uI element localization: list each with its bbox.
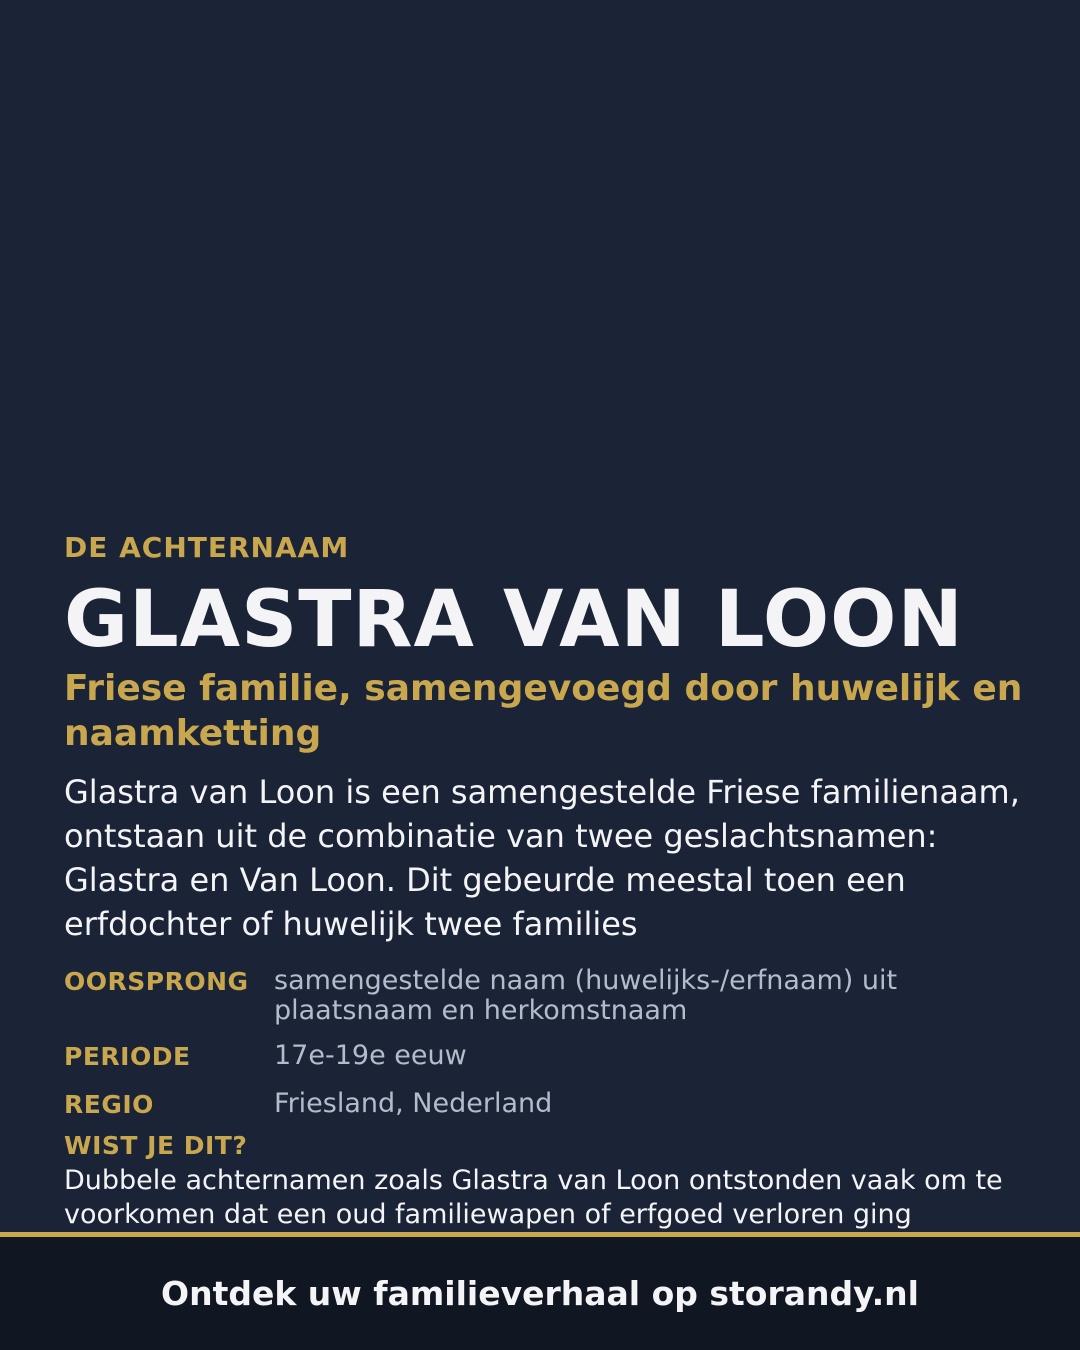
fact-label-origin: OORSPRONG [64,967,249,996]
footer-cta[interactable]: Ontdek uw familieverhaal op storandy.nl [161,1274,919,1313]
surname-subtitle: Friese familie, samengevoegd door huwelijk en naamketting [64,668,1023,754]
fact-label-period: PERIODE [64,1042,191,1071]
fact-row-origin [64,965,1024,1026]
surname-description: Glastra van Loon is een samengestelde Friese familienaam, ontstaan uit de combinatie van twee geslachtsnamen: Glastra en Van Loon. Dit gebeurde meestal toen een erfdochter of huwelijk twee families [64,773,1020,943]
did-you-know-text: Dubbele achternamen zoals Glastra van Loon ontstonden vaak om te voorkomen dat een oud familiewapen of erfgoed verloren ging [64,1165,1003,1230]
fact-value-origin: samengestelde naam (huwelijks-/erfnaam) uit plaatsnaam en herkomstnaam [274,965,898,1026]
fact-row-period [64,1040,1024,1074]
fact-value-region: Friesland, Nederland [274,1088,553,1119]
fact-label-region: REGIO [64,1090,154,1119]
eyebrow-label: DE ACHTERNAAM [64,531,350,564]
facts-list [64,965,1024,1136]
did-you-know-label: WIST JE DIT? [64,1131,248,1160]
fact-row-region [64,1088,1024,1122]
footer-banner [0,1232,1080,1350]
fact-value-period: 17e-19e eeuw [274,1040,467,1071]
surname-title: GLASTRA VAN LOON [64,575,964,665]
